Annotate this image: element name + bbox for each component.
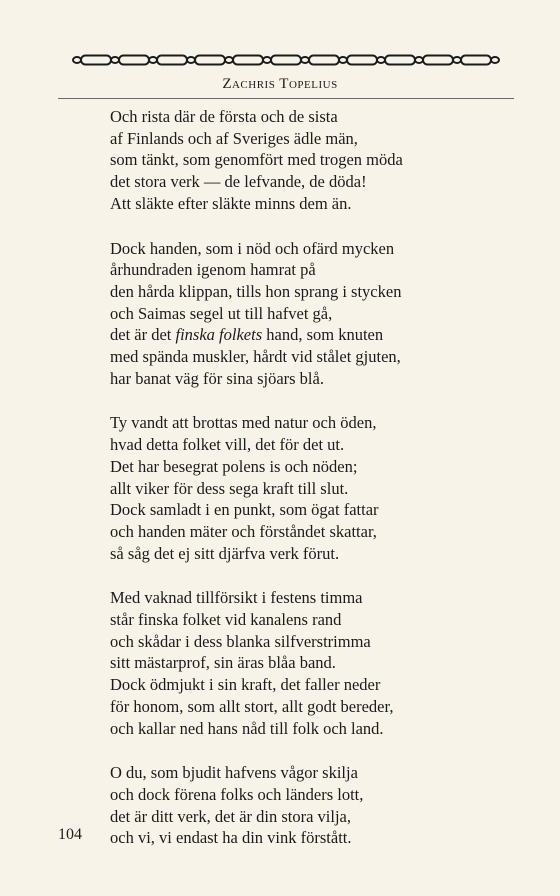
verse-line: Att släkte efter släkte minns dem än. (110, 193, 352, 213)
verse-line-with-italic (110, 324, 510, 346)
chain-ring (415, 57, 423, 63)
verse-line: står finska folket vid kanalens rand (110, 610, 342, 630)
chain-ring (73, 57, 81, 63)
verse-line: så såg det ej sitt djärfva verk förut. (110, 543, 340, 563)
verse-line: sitt mästarprof, sin äras blåa band. (110, 653, 336, 673)
chain-ring (263, 57, 271, 63)
verse-line: den hårda klippan, tills hon sprang i stycken (110, 281, 402, 301)
verse-line: allt viker för dess sega kraft till slut. (110, 478, 349, 498)
verse-line: Dock handen, som i nöd och ofärd mycken (110, 238, 395, 258)
verse-text: hand, som knuten (262, 325, 384, 345)
chain-link (195, 56, 225, 65)
decorative-chain-ornament (58, 53, 514, 67)
chain-ring (377, 57, 385, 63)
verse-line: med spända muskler, hårdt vid stålet gjuten, (110, 347, 401, 367)
verse-line: som tänkt, som genomfört med trogen möda (110, 150, 403, 170)
chain-link (233, 56, 263, 65)
stanza-1 (110, 106, 510, 215)
verse-line: af Finlands och af Sveriges ädle män, (110, 128, 358, 148)
verse-line: Och rista där de första och de sista (110, 107, 338, 126)
verse-line: Dock samladt i en punkt, som ögat fattar (110, 500, 379, 520)
verse-text: det är det (110, 325, 176, 345)
verse-line: O du, som bjudit hafvens vågor skilja (110, 763, 358, 783)
verse-line: hvad detta folket vill, det för det ut. (110, 435, 345, 455)
chain-ring (301, 57, 309, 63)
stanza-4 (110, 587, 510, 739)
verse-line: Dock ödmjukt i sin kraft, det faller neder (110, 675, 381, 695)
verse-line: Med vaknad tillförsikt i festens timma (110, 588, 363, 608)
chain-link (119, 56, 149, 65)
verse-line: och kallar ned hans nåd till folk och land. (110, 718, 384, 738)
chain-ring (491, 57, 499, 63)
chain-link (423, 56, 453, 65)
chain-link (309, 56, 339, 65)
poem (110, 106, 510, 872)
chain-link (81, 56, 111, 65)
chain-ring (149, 57, 157, 63)
running-head: Zachris Topelius (222, 76, 338, 92)
verse-line: har banat väg för sina sjöars blå. (110, 368, 324, 388)
chain-ring (111, 57, 119, 63)
chain-link (385, 56, 415, 65)
verse-line: och Saimas segel ut till hafvet gå, (110, 303, 333, 323)
chain-link (461, 56, 491, 65)
stanza-5 (110, 762, 510, 849)
chain-ring (187, 57, 195, 63)
chain-ring (339, 57, 347, 63)
page-number: 104 (58, 826, 82, 843)
stanza-3 (110, 412, 510, 564)
verse-line: och skådar i dess blanka silfverstrimma (110, 631, 371, 651)
verse-line: det är ditt verk, det är din stora vilja, (110, 806, 352, 826)
chain-ring (453, 57, 461, 63)
chain-link (347, 56, 377, 65)
verse-line: århundraden igenom hamrat på (110, 260, 316, 280)
verse-line: Ty vandt att brottas med natur och öden, (110, 413, 377, 433)
stanza-2 (110, 238, 510, 390)
verse-line: för honom, som allt stort, allt godt bereder, (110, 696, 394, 716)
verse-line: och dock förena folks och länders lott, (110, 784, 364, 804)
chain-ring (225, 57, 233, 63)
italic-emphasis: finska folkets (175, 325, 263, 345)
chain-link (157, 56, 187, 65)
header-rule (58, 98, 514, 99)
chain-link (271, 56, 301, 65)
verse-line: Det har besegrat polens is och nöden; (110, 456, 358, 476)
verse-line: och handen mäter och förståndet skattar, (110, 521, 377, 541)
verse-line: och vi, vi endast ha din vink förstått. (110, 828, 352, 848)
verse-line: det stora verk — de lefvande, de döda! (110, 172, 367, 192)
